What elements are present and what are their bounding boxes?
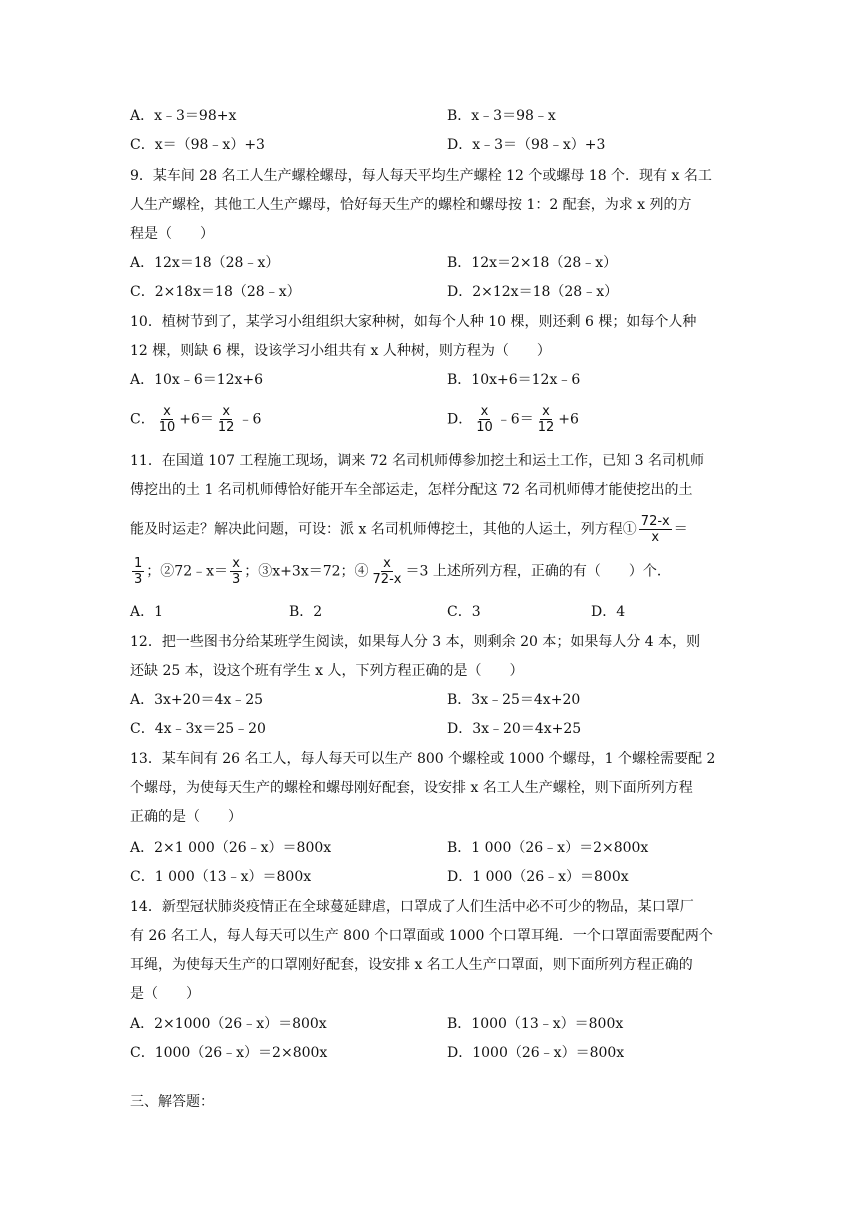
fraction-denominator: 3 xyxy=(134,572,143,587)
equation-text: ＝3 上述所列方程，正确的有（ ）个． xyxy=(405,563,671,580)
q10-stem-line-2: 12 棵，则缺 6 棵，设该学习小组共有 x 人种树，则方程为（ ） xyxy=(130,343,551,359)
q9-stem-line-1: 9．某车间 28 名工人生产螺栓螺母，每人每天平均生产螺栓 12 个或螺母 18 个．现有 x 名工 xyxy=(130,168,712,184)
q10-stem-line-1: 10．植树节到了，某学习小组组织大家种树，如每个人种 10 棵，则还剩 6 棵；如每个人种 xyxy=(130,314,697,330)
fraction xyxy=(157,404,178,435)
q14-option-d: D．1000（26﹣x）＝800x xyxy=(447,1045,625,1061)
q11-option-c: C．3 xyxy=(447,604,481,620)
q11-option-b: B．2 xyxy=(289,604,323,620)
q12-option-b: B．3x﹣25＝4x+20 xyxy=(447,692,581,708)
q11-line-3-text: 能及时运走？解决此问题，可设：派 x 名司机师傅挖土，其他的人运土，列方程① xyxy=(130,521,637,538)
fraction xyxy=(132,556,144,587)
equals-sign: ＝ xyxy=(673,521,688,538)
q12-option-a: A．3x+20＝4x﹣25 xyxy=(130,692,264,708)
fraction-denominator: x xyxy=(651,530,660,545)
q13-option-c: C．1 000（13﹣x）＝800x xyxy=(130,869,312,885)
fraction-denominator: 12 xyxy=(217,420,235,435)
q8-option-b: B．x﹣3＝98﹣x xyxy=(447,108,556,124)
q8-option-d: D．x﹣3＝（98﹣x）+3 xyxy=(447,137,606,153)
section-heading-answers: 三、解答题： xyxy=(130,1094,214,1110)
fraction-denominator: 72-x xyxy=(372,572,402,587)
equation-text: ﹣6 xyxy=(238,411,262,428)
fraction-numerator: x xyxy=(383,556,391,571)
q10-option-d xyxy=(447,404,579,435)
fraction xyxy=(371,556,404,587)
q14-option-c: C．1000（26﹣x）＝2×800x xyxy=(130,1045,328,1061)
q13-stem-line-3: 正确的是（ ） xyxy=(130,809,242,825)
option-letter: D． xyxy=(447,411,473,428)
fraction-numerator: x xyxy=(480,404,489,419)
fraction-denominator: 10 xyxy=(158,420,176,435)
q9-option-b: B．12x＝2×18（28﹣x） xyxy=(447,255,618,271)
equation-text: +6＝ xyxy=(179,411,214,428)
q11-stem-line-1: 11．在国道 107 工程施工现场，调来 72 名司机师傅参加挖土和运土工作，已知 3 名司机师 xyxy=(130,453,704,469)
fraction-numerator: x xyxy=(222,404,231,419)
q9-option-c: C．2×18x＝18（28﹣x） xyxy=(130,284,301,300)
fraction-numerator: x xyxy=(163,404,171,419)
q11-stem-line-2: 傅挖出的土 1 名司机师傅恰好能开车全部运走，怎样分配这 72 名司机师傅才能使挖出的土 xyxy=(130,482,693,498)
fraction-numerator: 72-x xyxy=(640,514,670,529)
q11-stem-line-3 xyxy=(130,514,688,545)
fraction xyxy=(216,404,237,435)
equation-text: ；③x+3x＝72；④ xyxy=(244,563,369,580)
fraction xyxy=(230,556,242,587)
q10-option-b: B．10x+6＝12x﹣6 xyxy=(447,372,581,388)
q13-option-d: D．1 000（26﹣x）＝800x xyxy=(447,869,629,885)
fraction xyxy=(536,404,557,435)
q10-option-a: A．10x﹣6＝12x+6 xyxy=(130,372,264,388)
q14-option-a: A．2×1000（26﹣x）＝800x xyxy=(130,1016,327,1032)
q12-stem-line-2: 还缺 25 本，设这个班有学生 x 人，下列方程正确的是（ ） xyxy=(130,663,524,679)
fraction xyxy=(474,404,495,435)
q13-stem-line-1: 13．某车间有 26 名工人，每人每天可以生产 800 个螺栓或 1000 个螺母，1 个螺栓需要配 2 xyxy=(130,751,716,767)
fraction-denominator: 3 xyxy=(232,572,241,587)
equation-text: ；②72﹣x＝ xyxy=(146,563,228,580)
q14-stem-line-1: 14．新型冠状肺炎疫情正在全球蔓延肆虐，口罩成了人们生活中必不可少的物品，某口罩厂 xyxy=(130,899,694,915)
q8-option-a: A．x﹣3＝98+x xyxy=(130,108,237,124)
fraction-numerator: 1 xyxy=(134,556,143,571)
fraction-numerator: x xyxy=(232,556,240,571)
q13-option-a: A．2×1 000（26﹣x）＝800x xyxy=(130,840,332,856)
q10-option-c xyxy=(130,404,261,435)
q13-stem-line-2: 个螺母，为使每天生产的螺栓和螺母刚好配套，设安排 x 名工人生产螺栓，则下面所列方程 xyxy=(130,780,693,796)
q11-option-d: D．4 xyxy=(591,604,626,620)
q9-option-a: A．12x＝18（28﹣x） xyxy=(130,255,280,271)
q9-stem-line-2: 人生产螺栓，其他工人生产螺母，恰好每天生产的螺栓和螺母按 1：2 配套，为求 x 列的方 xyxy=(130,197,692,213)
equation-text: ﹣6＝ xyxy=(496,411,534,428)
equation-text: +6 xyxy=(558,411,579,428)
q12-option-d: D．3x﹣20＝4x+25 xyxy=(447,721,582,737)
q11-option-a: A．1 xyxy=(130,604,164,620)
q9-stem-line-3: 程是（ ） xyxy=(130,226,214,242)
q8-option-c: C．x＝（98﹣x）+3 xyxy=(130,137,265,153)
option-letter: C． xyxy=(130,411,155,428)
q12-stem-line-1: 12．把一些图书分给某班学生阅读，如果每人分 3 本，则剩余 20 本；如果每人分 4 本，则 xyxy=(130,634,701,650)
q11-stem-line-4 xyxy=(130,556,671,587)
q14-option-b: B．1000（13﹣x）＝800x xyxy=(447,1016,624,1032)
fraction-denominator: 10 xyxy=(476,420,493,435)
fraction-numerator: x xyxy=(542,404,550,419)
fraction xyxy=(639,514,672,545)
q13-option-b: B．1 000（26﹣x）＝2×800x xyxy=(447,840,649,856)
q14-stem-line-2: 有 26 名工人，每人每天可以生产 800 个口罩面或 1000 个口罩耳绳．一个口罩面需要配两个 xyxy=(130,928,713,944)
q9-option-d: D．2×12x＝18（28﹣x） xyxy=(447,284,619,300)
q12-option-c: C．4x﹣3x＝25﹣20 xyxy=(130,721,266,737)
fraction-denominator: 12 xyxy=(537,420,555,435)
q14-stem-line-4: 是（ ） xyxy=(130,986,200,1002)
q14-stem-line-3: 耳绳，为使每天生产的口罩刚好配套，设安排 x 名工人生产口罩面，则下面所列方程正确的 xyxy=(130,957,693,973)
